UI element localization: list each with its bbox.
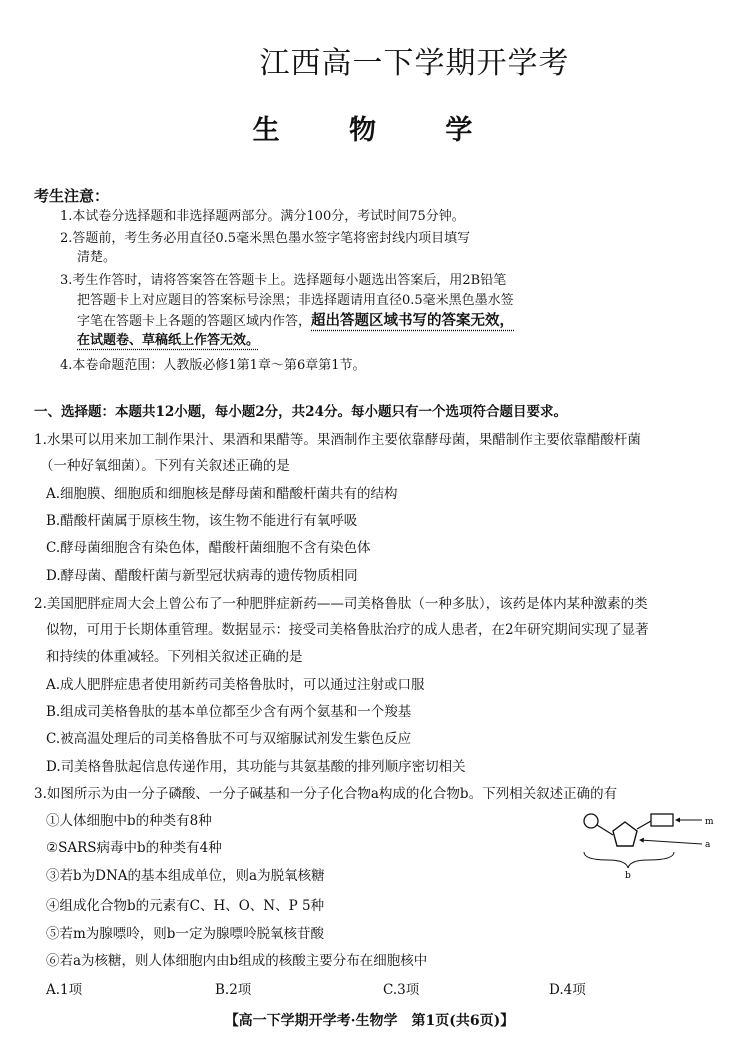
notice-heading: 考生注意：	[34, 187, 110, 205]
q1-stem-2: （一种好氧细菌）。下列有关叙述正确的是	[40, 458, 290, 474]
notice-line-1: 1.本试卷分选择题和非选择题两部分。满分100分，考试时间75分钟。	[60, 209, 465, 224]
q3-statement-2: ②SARS病毒中b的种类有4种	[46, 840, 222, 856]
phosphate-circle	[584, 814, 598, 828]
base-rectangle	[651, 814, 673, 826]
q1-option-c: C.酵母菌细胞含有染色体，醋酸杆菌细胞不含有染色体	[46, 540, 371, 556]
q3-option-c: C.3项	[383, 982, 420, 998]
notice-line-3c	[77, 311, 514, 332]
arrow-a-head	[639, 838, 644, 843]
notice-line-3c-text: 字笔在答题卡上各题的答题区域内作答，	[77, 314, 312, 329]
q2-option-b: B.组成司美格鲁肽的基本单位都至少含有两个氨基和一个羧基	[46, 704, 412, 720]
q1-option-d: D.酵母菌、醋酸杆菌与新型冠状病毒的遗传物质相同	[46, 568, 358, 584]
brace-b	[584, 852, 674, 868]
q2-option-c: C.被高温处理后的司美格鲁肽不可与双缩脲试剂发生紫色反应	[46, 731, 412, 747]
q3-statement-3: ③若b为DNA的基本组成单位，则a为脱氧核糖	[46, 868, 325, 884]
page-footer: 【高一下学期开学考·生物学 第1页(共6页)】	[224, 1013, 515, 1029]
q3-option-b: B.2项	[215, 982, 252, 998]
notice-line-2b: 清楚。	[77, 250, 117, 265]
base-bond	[637, 821, 651, 829]
q2-option-a: A.成人肥胖症患者使用新药司美格鲁肽时，可以通过注射或口服	[46, 677, 425, 693]
notice-line-4: 4.本卷命题范围：人教版必修1第1章～第6章第1节。	[60, 358, 366, 373]
q3-option-a: A.1项	[46, 982, 83, 998]
exam-title: 江西高一下学期开学考	[259, 46, 570, 81]
q3-statement-6: ⑥若a为核糖，则人体细胞内由b组成的核酸主要分布在细胞核中	[46, 953, 428, 969]
label-m: m	[705, 817, 714, 827]
notice-line-3: 3.考生作答时，请将答案答在答题卡上。选择题每小题选出答案后，用2B铅笔	[60, 273, 507, 288]
q3-stem: 3.如图所示为由一分子磷酸、一分子碱基和一分子化合物a构成的化合物b。下列相关叙述正确的有	[34, 786, 618, 802]
notice-emphasis-2: 在试题卷、草稿纸上作答无效。	[77, 333, 260, 348]
notice-emphasis-1: 超出答题区域书写的答案无效，	[311, 313, 515, 329]
phosphate-bond	[597, 825, 613, 835]
q3-statement-1: ①人体细胞中b的种类有8种	[46, 813, 212, 829]
q2-stem-3: 和持续的体重减轻。下列相关叙述正确的是	[46, 649, 303, 665]
q2-stem-2: 似物，可用于长期体重管理。数据显示：接受司美格鲁肽治疗的成人患者，在2年研究期间实现了显著	[46, 622, 649, 638]
label-b: b	[625, 871, 631, 880]
subject-title: 生 物 学	[252, 115, 503, 146]
notice-line-2: 2.答题前，考生务必用直径0.5毫米黑色墨水签字笔将密封线内项目填写	[60, 231, 471, 246]
notice-line-3b: 把答题卡上对应题目的答案标号涂黑；非选择题请用直径0.5毫米黑色墨水签	[77, 293, 514, 308]
q3-statement-5: ⑤若m为腺嘌呤，则b一定为腺嘌呤脱氧核苷酸	[46, 926, 324, 942]
label-a: a	[705, 840, 711, 850]
q2-stem-1: 2.美国肥胖症周大会上曾公布了一种肥胖症新药——司美格鲁肽（一种多肽），该药是体内某种激素的类	[34, 596, 648, 612]
q1-option-a: A.细胞膜、细胞质和细胞核是酵母菌和醋酸杆菌共有的结构	[46, 486, 398, 502]
q1-stem-1: 1.水果可以用来加工制作果汁、果酒和果醋等。果酒制作主要依靠酵母菌，果醋制作主要依靠醋酸杆菌	[34, 432, 641, 448]
arrow-a-line	[640, 840, 702, 844]
sugar-pentagon	[613, 822, 637, 846]
nucleotide-diagram	[578, 808, 718, 880]
q3-option-d: D.4项	[549, 982, 586, 998]
q2-option-d: D.司美格鲁肽起信息传递作用，其功能与其氨基酸的排列顺序密切相关	[46, 759, 466, 775]
q3-statement-4: ④组成化合物b的元素有C、H、O、N、P 5种	[46, 898, 325, 914]
arrow-m-head	[675, 818, 680, 823]
q1-option-b: B.醋酸杆菌属于原核生物，该生物不能进行有氧呼吸	[46, 513, 358, 529]
section-heading: 一、选择题：本题共12小题，每小题2分，共24分。每小题只有一个选项符合题目要求。	[34, 404, 567, 420]
